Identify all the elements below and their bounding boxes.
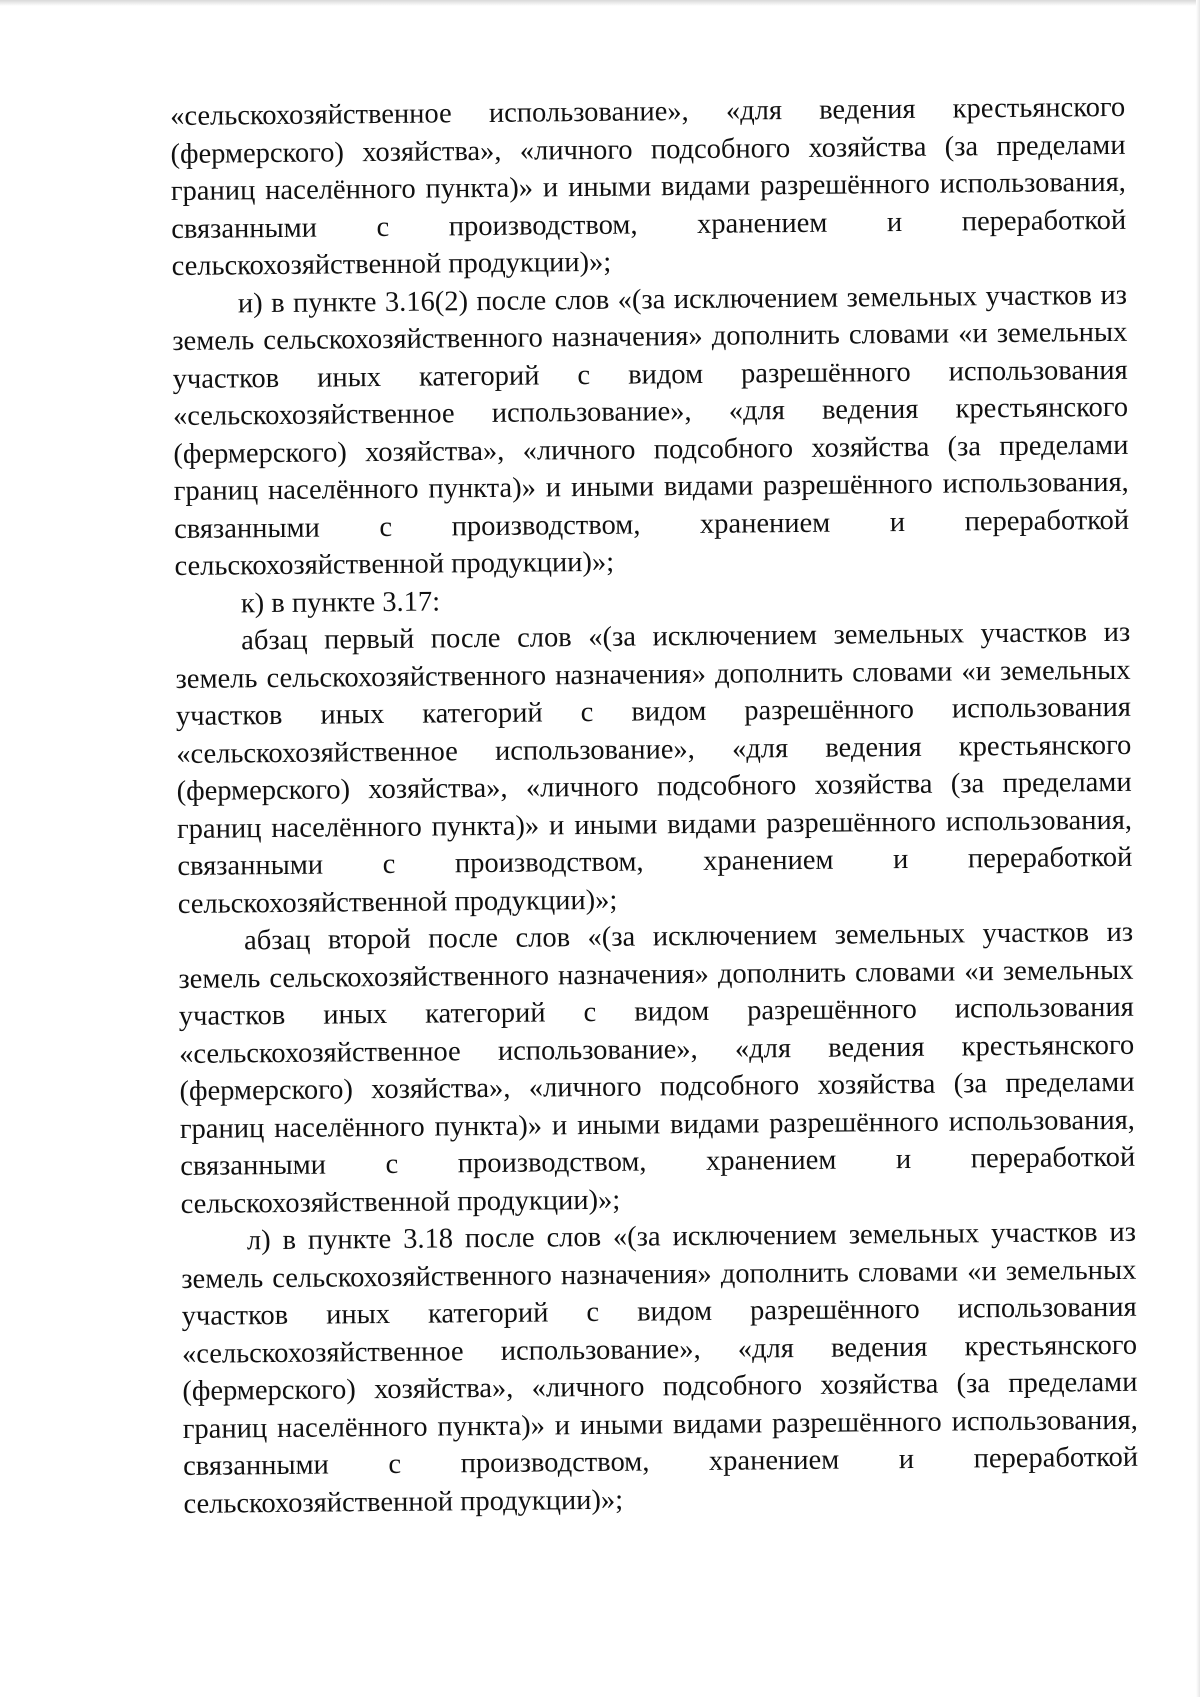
paragraph-item-k: к) в пункте 3.17: bbox=[240, 585, 441, 619]
scan-edge-top bbox=[0, 0, 1200, 6]
scan-edge-right bbox=[1196, 0, 1200, 1697]
paragraph-item-i: и) в пункте 3.16(2) после слов «(за исключением земельных участков из земель сельскохозяйственного назначения» дополнить словами «и земельных участков иных категорий с видом разрешённого использования «сельскохозяйственное использование», «для ведения крестьянского (фермерского) хозяйства», «личного подсобного хозяйства (за пределами границ населённого пункта)» и иными видами разрешённого использования, связанными с производством, хранением и переработкой сельскохозяйственной продукции)»; bbox=[172, 279, 1130, 582]
paragraph-item-l: л) в пункте 3.18 после слов «(за исключением земельных участков из земель сельскохозяйственного назначения» дополнить словами «и земельных участков иных категорий с видом разрешённого использования «сельскохозяйственное использование», «для ведения крестьянского (фермерского) хозяйства», «личного подсобного хозяйства (за пределами границ населённого пункта)» и иными видами разрешённого использования, связанными с производством, хранением и переработкой сельскохозяйственной продукции)»; bbox=[181, 1216, 1139, 1520]
paragraph-item-k-first: абзац первый после слов «(за исключением земельных участков из земель сельскохозяйственного назначения» дополнить словами «и земельных участков иных категорий с видом разрешённого использования «сельскохозяйственное использование», «для ведения крестьянского (фермерского) хозяйства», «личного подсобного хозяйства (за пределами границ населённого пункта)» и иными видами разрешённого использования, связанными с производством, хранением и переработкой сельскохозяйственной продукции)»; bbox=[175, 616, 1133, 920]
paragraph-item-k-second: абзац второй после слов «(за исключением земельных участков из земель сельскохозяйственного назначения» дополнить словами «и земельных участков иных категорий с видом разрешённого использования «сельскохозяйственное использование», «для ведения крестьянского (фермерского) хозяйства», «личного подсобного хозяйства (за пределами границ населённого пункта)» и иными видами разрешённого использования, связанными с производством, хранением и переработкой сельскохозяйственной продукции)»; bbox=[178, 916, 1136, 1220]
document-body bbox=[170, 89, 1139, 1523]
paragraph-continuation: «сельскохозяйственное использование», «для ведения крестьянского (фермерского) хозяйства», «личного подсобного хозяйства (за пределами границ населённого пункта)» и иными видами разрешённого использования, связанными с производством, хранением и переработкой сельскохозяйственной продукции)»; bbox=[170, 91, 1127, 282]
